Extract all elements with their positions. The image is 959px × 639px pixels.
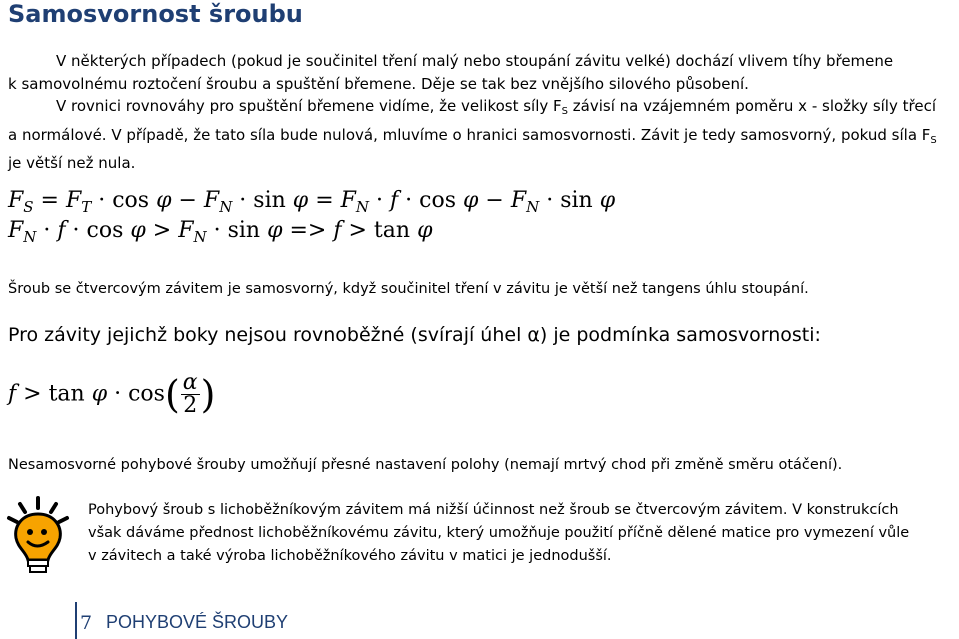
note-paragraph xyxy=(88,499,953,568)
nonparallel-flanks-statement: Pro závity jejichž boky nejsou rovnoběžné (svírají úhel α) je podmínka samosvornosti: xyxy=(8,324,821,346)
intro-paragraph xyxy=(8,50,948,175)
intro-line-3: V rovnici rovnováhy pro spuštění břemene vidíme, že velikost síly $F_S$ závisí na vzájemném poměru x - složky síly třecí xyxy=(56,97,936,117)
intro-line-1: V některých případech (pokud je součinitel tření malý nebo stoupání závitu velké) dochází vlivem tíhy břemene xyxy=(56,52,894,70)
lightbulb-icon xyxy=(4,496,76,576)
equation-angled-flanks: f > tan φ · cos( $\frac{\alpha}{2}$ ) xyxy=(8,370,216,418)
equation-condition: $F_N \cdot f \cdot \cos \varphi > F_N \cdot \sin \varphi => f > \tan \varphi$ xyxy=(8,218,433,246)
intro-line-4: a normálové. V případě, že tato síla bude nulová, mluvíme o hranici samosvornosti. Závit je tedy samosvorný, pokud síla $F_S$ xyxy=(8,125,937,146)
note-line-2: však dáváme přednost lichoběžníkovému závitu, který umožňuje použití příčně dělené matice pro vymezení vůle xyxy=(88,525,910,541)
intro-line-5: je větší než nula. xyxy=(8,154,136,172)
footer-section-title: POHYBOVÉ ŠROUBY xyxy=(106,612,289,632)
non-self-locking-statement: Nesamosvorné pohybové šrouby umožňují přesné nastavení polohy (nemají mrtvý chod při změně směru otáčení). xyxy=(8,457,843,473)
footer-divider xyxy=(75,602,77,639)
square-thread-statement: Šroub se čtvercovým závitem je samosvorný, když součinitel tření v závitu je větší než tangens úhlu stoupání. xyxy=(8,281,809,297)
page-number: 7 xyxy=(80,612,93,634)
note-line-1: Pohybový šroub s lichoběžníkovým závitem má nižší účinnost než šroub se čtvercovým závitem. V konstrukcích xyxy=(88,502,899,518)
intro-line-2: k samovolnému roztočení šroubu a spuštění břemene. Děje se tak bez vnějšího silového působení. xyxy=(8,74,749,93)
fraction-alpha-over-two: $\frac{\alpha}{2}$ xyxy=(182,370,198,418)
equation-equilibrium: $F_S = F_T \cdot \cos \varphi - F_N \cdot \sin \varphi = F_N \cdot f \cdot \cos \varphi - F_N \cdot \sin \varphi$ xyxy=(8,188,616,216)
note-line-3: v závitech a také výroba lichoběžníkového závitu v matici je jednodušší. xyxy=(88,548,612,564)
page-title: Samosvornost šroubu xyxy=(8,0,303,28)
